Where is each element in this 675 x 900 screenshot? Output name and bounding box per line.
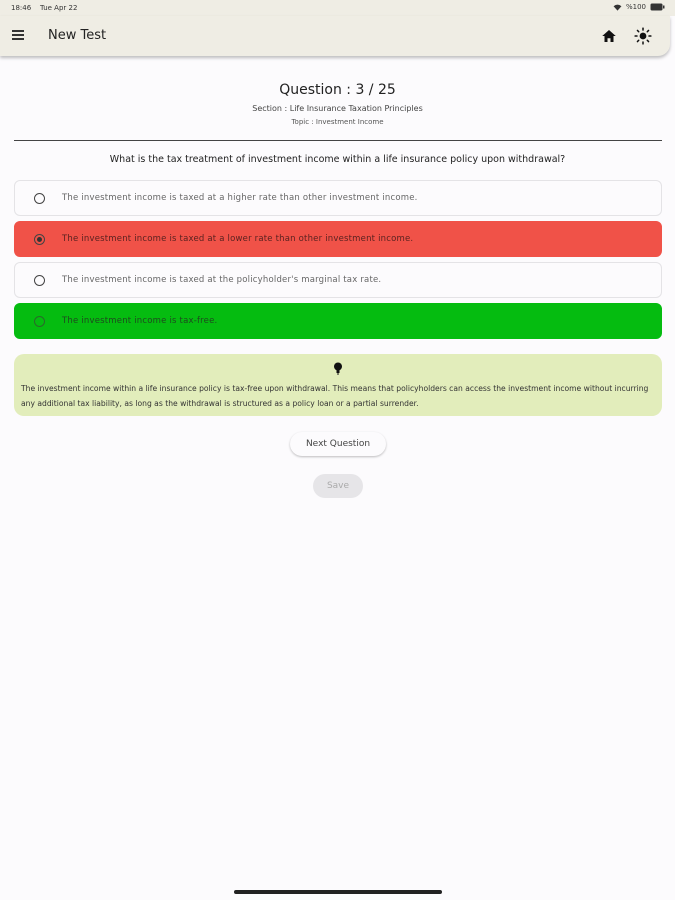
save-button[interactable]: Save <box>313 474 363 498</box>
topic-label: Topic : Investment Income <box>291 118 384 126</box>
question-number: Question : 3 / 25 <box>279 82 396 98</box>
lightbulb-icon <box>333 362 343 375</box>
explanation-card <box>14 354 662 416</box>
divider <box>14 140 662 141</box>
answer-option-2[interactable] <box>14 221 662 257</box>
battery-icon <box>650 3 665 11</box>
status-date: Tue Apr 22 <box>40 4 78 12</box>
radio-button-selected[interactable] <box>34 234 45 245</box>
question-header <box>0 82 675 126</box>
answer-option-1[interactable] <box>14 180 662 216</box>
section-label: Section : Life Insurance Taxation Principles <box>252 104 423 113</box>
status-bar <box>0 0 675 16</box>
radio-button[interactable] <box>34 275 45 286</box>
menu-icon[interactable] <box>10 28 26 44</box>
answer-option-label: The investment income is taxed at a lower rate than other investment income. <box>62 234 414 244</box>
radio-button[interactable] <box>34 193 45 204</box>
next-question-button[interactable]: Next Question <box>290 432 386 456</box>
answer-option-label: The investment income is taxed at the policyholder's marginal tax rate. <box>62 275 382 285</box>
page-title: New Test <box>48 28 107 43</box>
answer-option-label: The investment income is tax-free. <box>62 316 218 326</box>
brightness-icon[interactable] <box>634 27 652 45</box>
answer-option-4[interactable] <box>14 303 662 339</box>
answer-option-label: The investment income is taxed at a higher rate than other investment income. <box>62 193 418 203</box>
home-icon[interactable] <box>600 27 618 45</box>
radio-button[interactable] <box>34 316 45 327</box>
answer-option-3[interactable] <box>14 262 662 298</box>
status-time: 18:46 <box>11 4 32 12</box>
status-indicators <box>613 3 665 11</box>
wifi-icon <box>613 4 622 11</box>
home-indicator[interactable] <box>234 890 442 894</box>
app-bar <box>0 16 670 56</box>
explanation-text: The investment income within a life insurance policy is tax-free upon withdrawal. This means that policyholders can access the investment income without incurring any additional tax liability, as long as the withdrawal is structured as a policy loan or a partial surrender. <box>21 384 649 408</box>
battery-percent: %100 <box>625 3 646 11</box>
question-text: What is the tax treatment of investment income within a life insurance policy upon withdrawal? <box>109 154 566 165</box>
